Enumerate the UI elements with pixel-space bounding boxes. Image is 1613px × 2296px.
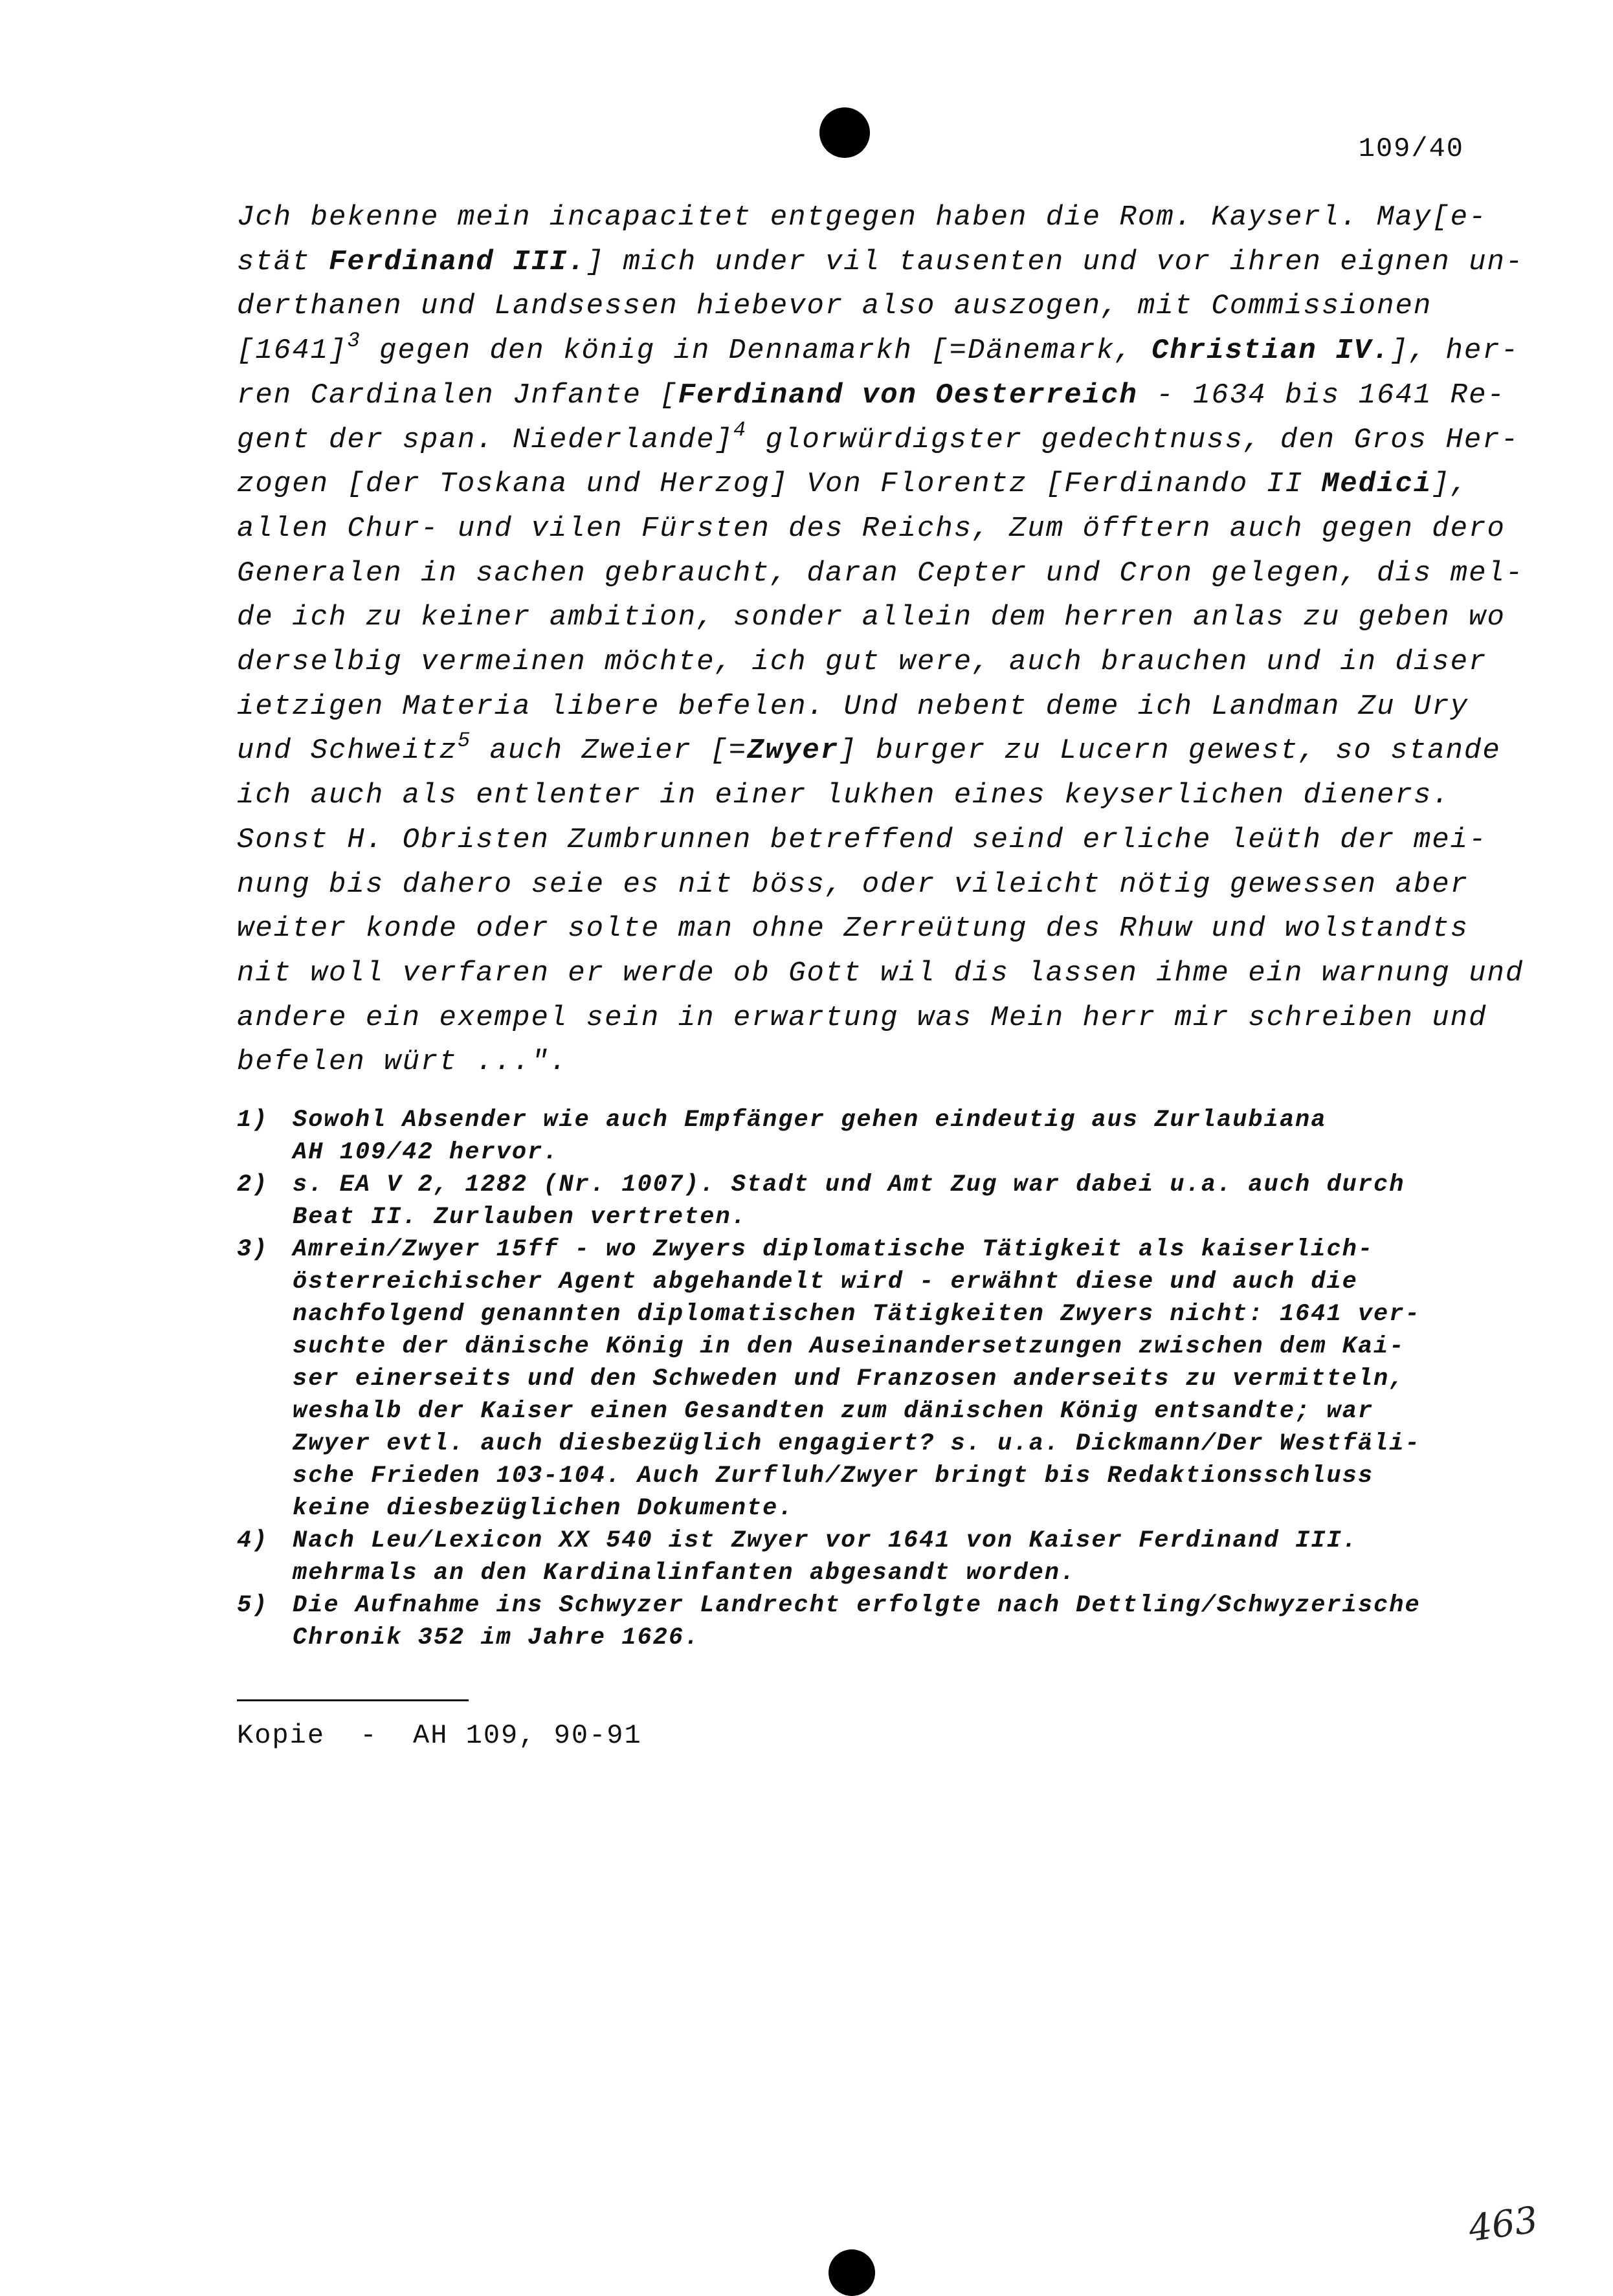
text-line: gent der span. Niederlande]$^4$ glorwürdigster gedechtnuss, den Gros Her- xyxy=(237,417,1520,456)
text-line: weiter konde oder solte man ohne Zerreütung des Rhuw und wolstandts xyxy=(237,912,1469,945)
page-number: 109/40 xyxy=(1358,133,1464,164)
text-line: andere ein exempel sein in erwartung was Mein herr mir schreiben und xyxy=(237,1001,1487,1034)
source-reference: Kopie - AH 109, 90-91 xyxy=(237,1720,642,1751)
text-line: nit woll verfaren er werde ob Gott wil dis lassen ihme ein warnung und xyxy=(237,956,1524,989)
footnote xyxy=(237,1525,1480,1589)
bold-name: Zwyer xyxy=(747,734,840,767)
punch-hole-top xyxy=(819,107,870,158)
footnote-marker: 3 xyxy=(347,329,361,353)
footnote-text: Amrein/Zwyer 15ff - wo Zwyers diplomatische Tätigkeit als kaiserlich- österreichischer Agent abgehandelt wird - erwähnt diese und auch die nachfolgend genannten diplomatischen Tätigkeiten Zwyers nicht: 1641 ver- suchte der dänische König in den Auseinandersetzungen zwischen dem Kai- ser einerseits und den Schweden und Franzosen anderseits zu vermitteln, weshalb der Kaiser einen Gesandten zum dänischen König entsandte; war Zwyer evtl. auch diesbezüglich engagiert? s. u.a. Dickmann/Der Westfäli- sche Frieden 103-104. Auch Zurfluh/Zwyer bringt bis Redaktionsschluss keine diesbezüglichen Dokumente. xyxy=(293,1236,1421,1522)
footnote xyxy=(237,1169,1480,1233)
bold-name: Medici xyxy=(1321,468,1432,501)
footnote-separator xyxy=(237,1699,469,1701)
letter-transcription xyxy=(237,195,1524,1085)
text-line: derthanen und Landsessen hiebevor also auszogen, mit Commissionen xyxy=(237,290,1432,323)
footnote-text: s. EA V 2, 1282 (Nr. 1007). Stadt und Amt Zug war dabei u.a. auch durch Beat II. Zurlauben vertreten. xyxy=(293,1171,1405,1231)
text-line: ietzigen Materia libere befelen. Und nebent deme ich Landman Zu Ury xyxy=(237,690,1469,723)
footnote-text: Nach Leu/Lexicon XX 540 ist Zwyer vor 1641 von Kaiser Ferdinand III. mehrmals an den Kardinalinfanten abgesandt worden. xyxy=(293,1527,1358,1587)
footnote-text: Die Aufnahme ins Schwyzer Landrecht erfolgte nach Dettling/Schwyzerische Chronik 352 im Jahre 1626. xyxy=(293,1592,1421,1651)
text-line: ich auch als entlenter in einer lukhen eines keyserlichen dieners. xyxy=(237,779,1451,812)
footnote-number: 5) xyxy=(237,1592,269,1619)
text-line: Jch bekenne mein incapacitet entgegen haben die Rom. Kayserl. May[e- xyxy=(237,201,1487,234)
handwritten-page-number: 463 xyxy=(1466,2198,1541,2251)
footnote-number: 1) xyxy=(237,1107,269,1134)
text-line: derselbig vermeinen möchte, ich gut were, auch brauchen und in diser xyxy=(237,646,1487,679)
bold-name: Christian IV. xyxy=(1151,335,1391,368)
text-line: zogen [der Toskana und Herzog] Von Florentz [Ferdinando II Medici], xyxy=(237,468,1469,501)
footnote-number: 2) xyxy=(237,1171,269,1198)
footnote-number: 4) xyxy=(237,1527,269,1554)
text-line: befelen würt ...". xyxy=(237,1046,568,1079)
bold-name: Ferdinand III. xyxy=(329,245,586,278)
footnote xyxy=(237,1233,1480,1525)
bold-name: Ferdinand von Oesterreich xyxy=(678,379,1138,412)
text-line: Sonst H. Obristen Zumbrunnen betreffend seind erliche leüth der mei- xyxy=(237,823,1487,856)
text-line: de ich zu keiner ambition, sonder allein dem herren anlas zu geben wo xyxy=(237,601,1506,634)
text-line: $[1641]^3$ gegen den könig in Dennamarkh [=Dänemark, Christian IV.], her- xyxy=(237,329,1520,368)
footnotes xyxy=(237,1104,1480,1654)
footnote-text: Sowohl Absender wie auch Empfänger gehen eindeutig aus Zurlaubiana AH 109/42 hervor. xyxy=(293,1107,1327,1166)
text-line: und Schweitz$^5$ auch Zweier [=Zwyer] burger zu Lucern gewest, so stande xyxy=(237,729,1501,767)
footnote xyxy=(237,1104,1480,1169)
text-line: stät Ferdinand III.] mich under vil tausenten und vor ihren eignen un- xyxy=(237,245,1524,278)
punch-hole-bottom xyxy=(829,2249,875,2296)
text-line: Generalen in sachen gebraucht, daran Cepter und Cron gelegen, dis mel- xyxy=(237,557,1524,590)
text-line: ren Cardinalen Jnfante [Ferdinand von Oesterreich - 1634 bis 1641 Re- xyxy=(237,379,1506,412)
text-line: allen Chur- und vilen Fürsten des Reichs, Zum öfftern auch gegen dero xyxy=(237,512,1506,545)
footnote-marker: 5 xyxy=(457,729,472,753)
footnote-marker: 4 xyxy=(733,417,748,442)
footnote-number: 3) xyxy=(237,1236,269,1263)
text-line: nung bis dahero seie es nit böss, oder vileicht nötig gewessen aber xyxy=(237,868,1469,901)
footnote xyxy=(237,1589,1480,1654)
